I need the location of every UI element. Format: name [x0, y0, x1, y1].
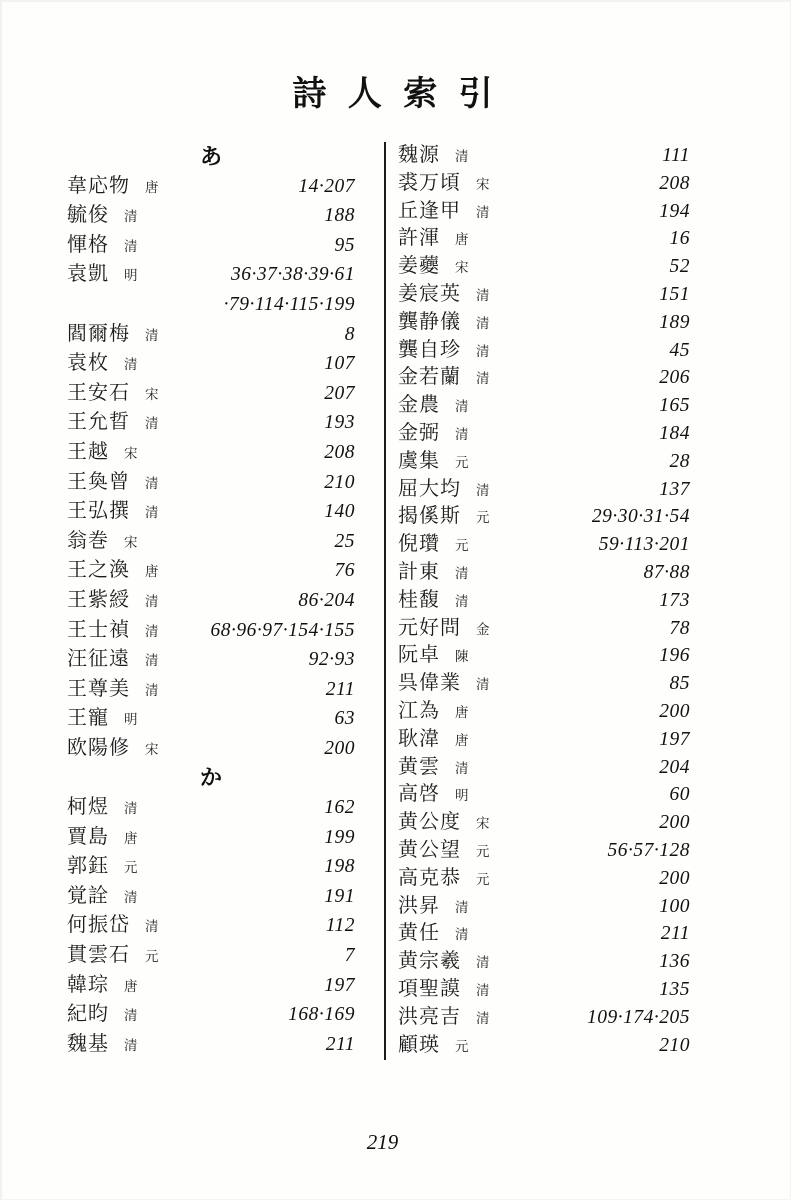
dynasty-label: 元 — [455, 454, 469, 470]
page-references: 162 — [324, 797, 355, 819]
dynasty-label: 清 — [476, 1010, 490, 1026]
poet-name: 郭鈺 — [67, 855, 109, 878]
page-references: 200 — [659, 867, 690, 889]
page-references: 206 — [659, 367, 690, 389]
dynasty-label: 清 — [455, 399, 469, 415]
poet-name: 許渾 — [398, 227, 440, 250]
poet-name: 虞集 — [398, 449, 440, 472]
index-entry-row — [67, 941, 355, 971]
page-references: 200 — [659, 700, 690, 722]
poet-name: 金弼 — [398, 421, 440, 444]
page-references: 86·204 — [298, 589, 355, 611]
page-references: 112 — [325, 915, 355, 937]
dynasty-label: 元 — [145, 949, 159, 965]
page-references: 188 — [324, 205, 355, 227]
poet-name: 王奐曾 — [67, 470, 130, 493]
page-references: 14·207 — [298, 175, 355, 197]
dynasty-label: 清 — [124, 1037, 138, 1053]
dynasty-label: 唐 — [455, 232, 469, 248]
poet-name: 桂馥 — [398, 588, 440, 611]
poet-name: 欧陽修 — [67, 736, 130, 759]
dynasty-label: 宋 — [455, 260, 469, 276]
index-entry-row — [67, 379, 355, 409]
page-title: 詩 人 索 引 — [292, 75, 499, 113]
poet-name: 王允晢 — [67, 411, 130, 434]
poet-name: 屈大均 — [398, 477, 461, 500]
dynasty-label: 宋 — [476, 176, 490, 192]
dynasty-label: 元 — [476, 510, 490, 526]
index-entry-row — [67, 911, 355, 941]
page-references: 25 — [334, 530, 355, 552]
index-entry-row — [67, 852, 355, 882]
page-references: 165 — [659, 395, 690, 417]
index-entry-row — [67, 527, 355, 557]
index-entry-row — [67, 586, 355, 616]
index-entry-row — [398, 1004, 690, 1032]
index-entry-row — [67, 556, 355, 586]
poet-name: 王士禎 — [67, 618, 130, 641]
dynasty-label: 清 — [476, 482, 490, 498]
index-entry-row — [398, 337, 690, 365]
index-entry-row — [67, 882, 355, 912]
index-right-column — [398, 142, 690, 1059]
poet-name: 韋応物 — [67, 174, 130, 197]
poet-name: 惲格 — [67, 233, 109, 256]
dynasty-label: 明 — [455, 788, 469, 804]
index-entry-row — [398, 198, 690, 226]
index-entry-row — [398, 142, 690, 170]
dynasty-label: 元 — [476, 843, 490, 859]
page-references: 197 — [659, 728, 690, 750]
dynasty-label: 宋 — [145, 741, 159, 757]
dynasty-label: 清 — [476, 955, 490, 971]
page-references: 207 — [324, 382, 355, 404]
page-references: 16 — [669, 228, 690, 250]
poet-name: 王越 — [67, 440, 109, 463]
index-entry-row — [398, 559, 690, 587]
page-references: 78 — [669, 617, 690, 639]
page-references: 52 — [669, 256, 690, 278]
poet-name: 王紫綬 — [67, 588, 130, 611]
index-entry-row — [398, 781, 690, 809]
page-references: 56·57·128 — [607, 839, 690, 861]
poet-name: 高啓 — [398, 783, 440, 806]
page-references: 197 — [324, 974, 355, 996]
dynasty-label: 唐 — [145, 564, 159, 580]
index-entry-row — [398, 476, 690, 504]
page-references: 140 — [324, 501, 355, 523]
index-entry-row — [67, 172, 355, 202]
dynasty-label: 陳 — [455, 649, 469, 665]
index-entry-row — [67, 675, 355, 705]
dynasty-label: 元 — [124, 860, 138, 876]
dynasty-label: 清 — [145, 682, 159, 698]
dynasty-label: 元 — [476, 871, 490, 887]
page-references: 200 — [324, 737, 355, 759]
poet-name: 金農 — [398, 394, 440, 417]
poet-name: 項聖謨 — [398, 977, 461, 1000]
index-entry-row — [67, 793, 355, 823]
poet-name: 龔静儀 — [398, 310, 461, 333]
poet-name: 黄公度 — [398, 811, 461, 834]
page-references: 136 — [659, 951, 690, 973]
page-references: 95 — [334, 234, 355, 256]
poet-name: 閻爾梅 — [67, 322, 130, 345]
page-references: 63 — [334, 708, 355, 730]
poet-name: 魏源 — [398, 144, 440, 166]
index-entry-row — [67, 704, 355, 734]
index-entry-row — [67, 616, 355, 646]
dynasty-label: 宋 — [124, 445, 138, 461]
index-entry-continuation-row — [67, 290, 355, 320]
poet-name: 呉偉業 — [398, 672, 461, 695]
page-references: 198 — [324, 856, 355, 878]
poet-name: 計東 — [398, 560, 440, 583]
poet-name: 賈島 — [67, 825, 109, 848]
poet-name: 金若蘭 — [398, 366, 461, 389]
page-references: 194 — [659, 200, 690, 222]
page-references: 191 — [324, 885, 355, 907]
index-entry-row — [398, 976, 690, 1004]
poet-name: 洪亮吉 — [398, 1005, 461, 1028]
dynasty-label: 清 — [455, 426, 469, 442]
dynasty-label: 唐 — [145, 179, 159, 195]
dynasty-label: 明 — [124, 712, 138, 728]
index-entry-row — [398, 698, 690, 726]
dynasty-label: 清 — [455, 593, 469, 609]
dynasty-label: 清 — [476, 371, 490, 387]
index-entry-row — [398, 420, 690, 448]
index-entry-row — [398, 670, 690, 698]
poet-name: 黄宗羲 — [398, 950, 461, 973]
index-entry-row — [398, 809, 690, 837]
poet-name: 王安石 — [67, 381, 130, 404]
poet-name: 翁巻 — [67, 529, 109, 552]
poet-name: 丘逢甲 — [398, 199, 461, 222]
dynasty-label: 清 — [476, 287, 490, 303]
dynasty-label: 清 — [455, 899, 469, 915]
page-references: 211 — [660, 923, 690, 945]
page-references: 111 — [662, 145, 690, 166]
page-references: 210 — [324, 471, 355, 493]
poet-name: 袁凱 — [67, 263, 109, 286]
column-divider-rule — [384, 142, 386, 1060]
dynasty-label: 宋 — [124, 534, 138, 550]
index-entry-row — [398, 1032, 690, 1060]
dynasty-label: 清 — [455, 565, 469, 581]
page-references: 59·113·201 — [598, 534, 690, 556]
index-entry-row — [67, 438, 355, 468]
poet-name: 裘万頃 — [398, 171, 461, 194]
index-entry-row — [398, 893, 690, 921]
poet-name: 毓俊 — [67, 204, 109, 227]
index-entry-row — [398, 170, 690, 198]
page-references: 29·30·31·54 — [591, 506, 690, 528]
poet-name: 黄任 — [398, 922, 440, 945]
page-references: 92·93 — [308, 649, 355, 671]
index-entry-row — [398, 531, 690, 559]
index-entry-row — [67, 734, 355, 764]
page-references: 60 — [669, 784, 690, 806]
poet-name: 韓琮 — [67, 973, 109, 996]
index-entry-row — [398, 587, 690, 615]
page-references: 8 — [344, 323, 355, 345]
poet-name: 何振岱 — [67, 914, 130, 937]
poet-name: 王弘撰 — [67, 500, 130, 523]
page-references: 87·88 — [643, 561, 690, 583]
index-entry-row — [398, 253, 690, 281]
dynasty-label: 清 — [476, 677, 490, 693]
poet-name: 袁枚 — [67, 352, 109, 375]
page-references: 135 — [659, 978, 690, 1000]
index-entry-row — [67, 1030, 355, 1060]
index-entry-row — [67, 408, 355, 438]
poet-name: 姜蘷 — [398, 255, 440, 278]
poet-name: 顧瑛 — [398, 1033, 440, 1056]
dynasty-label: 清 — [124, 357, 138, 373]
page-references: ·79·114·115·199 — [223, 293, 355, 315]
page-references: 208 — [659, 172, 690, 194]
page-references: 211 — [325, 678, 355, 700]
dynasty-label: 清 — [476, 982, 490, 998]
page-references: 199 — [324, 826, 355, 848]
poet-name: 揭傒斯 — [398, 505, 461, 528]
poet-name: 汪征遠 — [67, 648, 130, 671]
dynasty-label: 宋 — [476, 816, 490, 832]
page-references: 173 — [659, 589, 690, 611]
dynasty-label: 唐 — [455, 732, 469, 748]
poet-name: 龔自珍 — [398, 338, 461, 361]
dynasty-label: 清 — [124, 801, 138, 817]
index-entry-row — [67, 823, 355, 853]
index-entry-row — [398, 754, 690, 782]
page-references: 107 — [324, 353, 355, 375]
dynasty-label: 清 — [455, 149, 469, 164]
index-entry-row — [398, 837, 690, 865]
index-left-column — [67, 142, 355, 1059]
page-references: 109·174·205 — [587, 1006, 690, 1028]
dynasty-label: 清 — [145, 505, 159, 521]
dynasty-label: 宋 — [145, 386, 159, 402]
section-header — [67, 142, 355, 172]
poet-name: 覚詮 — [67, 884, 109, 907]
page-references: 100 — [659, 895, 690, 917]
page-references: 200 — [659, 812, 690, 834]
page-references: 210 — [659, 1034, 690, 1056]
index-entry-row — [67, 971, 355, 1001]
page-references: 151 — [659, 283, 690, 305]
index-entry-row — [398, 503, 690, 531]
page-references: 28 — [669, 450, 690, 472]
dynasty-label: 清 — [124, 1008, 138, 1024]
dynasty-label: 元 — [455, 538, 469, 554]
dynasty-label: 唐 — [124, 978, 138, 994]
index-entry-row — [67, 645, 355, 675]
page-references: 204 — [659, 756, 690, 778]
page-references: 189 — [659, 311, 690, 333]
index-entry-row — [398, 726, 690, 754]
dynasty-label: 明 — [124, 268, 138, 284]
poet-name: 江為 — [398, 699, 440, 722]
dynasty-label: 清 — [455, 760, 469, 776]
poet-name: 王之渙 — [67, 559, 130, 582]
index-entry-row — [67, 231, 355, 261]
page-references: 137 — [659, 478, 690, 500]
page-references: 36·37·38·39·61 — [231, 264, 355, 286]
index-entry-row — [398, 448, 690, 476]
index-entry-row — [398, 615, 690, 643]
page-references: 168·169 — [288, 1004, 355, 1026]
poet-name: 姜宸英 — [398, 282, 461, 305]
index-entry-row — [398, 225, 690, 253]
dynasty-label: 清 — [145, 623, 159, 639]
dynasty-label: 清 — [124, 889, 138, 905]
index-entry-row — [67, 1000, 355, 1030]
dynasty-label: 清 — [145, 593, 159, 609]
index-entry-row — [398, 309, 690, 337]
dynasty-label: 金 — [476, 621, 490, 637]
dynasty-label: 唐 — [455, 704, 469, 720]
dynasty-label: 唐 — [124, 830, 138, 846]
index-entry-row — [67, 497, 355, 527]
poet-name: 王尊美 — [67, 677, 130, 700]
dynasty-label: 清 — [124, 238, 138, 254]
index-entry-row — [67, 349, 355, 379]
dynasty-label: 清 — [455, 927, 469, 943]
section-header — [67, 763, 355, 793]
page-references: 68·96·97·154·155 — [210, 619, 355, 641]
poet-name: 倪瓚 — [398, 533, 440, 556]
index-entry-row — [398, 642, 690, 670]
poet-name: 元好問 — [398, 616, 461, 639]
page-references: 184 — [659, 422, 690, 444]
index-entry-row — [398, 948, 690, 976]
poet-name: 黄公望 — [398, 838, 461, 861]
index-entry-row — [67, 320, 355, 350]
index-entry-row — [67, 260, 355, 290]
page-references: 193 — [324, 412, 355, 434]
dynasty-label: 清 — [124, 209, 138, 225]
dynasty-label: 清 — [145, 653, 159, 669]
dynasty-label: 清 — [145, 919, 159, 935]
poet-name: 高克恭 — [398, 866, 461, 889]
poet-name: 耿湋 — [398, 727, 440, 750]
index-entry-row — [398, 281, 690, 309]
page-references: 211 — [325, 1033, 355, 1055]
page-references: 45 — [669, 339, 690, 361]
index-entry-row — [398, 920, 690, 948]
page-references: 196 — [659, 645, 690, 667]
section-header-kana: あ — [199, 144, 222, 169]
page-references: 208 — [324, 441, 355, 463]
poet-name: 洪昇 — [398, 894, 440, 917]
page-references: 7 — [344, 945, 355, 967]
dynasty-label: 清 — [145, 327, 159, 343]
folio-page-number: 219 — [366, 1130, 399, 1154]
poet-name: 紀昀 — [67, 1003, 109, 1026]
section-header-kana: か — [199, 765, 222, 791]
poet-name: 阮卓 — [398, 644, 440, 667]
poet-name: 黄雲 — [398, 755, 440, 778]
page-references: 85 — [669, 673, 690, 695]
index-entry-row — [398, 364, 690, 392]
poet-name: 王寵 — [67, 707, 109, 730]
dynasty-label: 清 — [145, 475, 159, 491]
dynasty-label: 清 — [145, 416, 159, 432]
dynasty-label: 清 — [476, 204, 490, 220]
poet-name: 貫雲石 — [67, 944, 130, 967]
index-entry-row — [398, 392, 690, 420]
dynasty-label: 清 — [476, 315, 490, 331]
poet-name: 柯煜 — [67, 796, 109, 819]
poet-name: 魏基 — [67, 1032, 109, 1055]
index-entry-row — [67, 468, 355, 498]
dynasty-label: 元 — [455, 1038, 469, 1054]
index-entry-row — [67, 201, 355, 231]
page-references: 76 — [334, 560, 355, 582]
index-entry-row — [398, 865, 690, 893]
dynasty-label: 清 — [476, 343, 490, 359]
